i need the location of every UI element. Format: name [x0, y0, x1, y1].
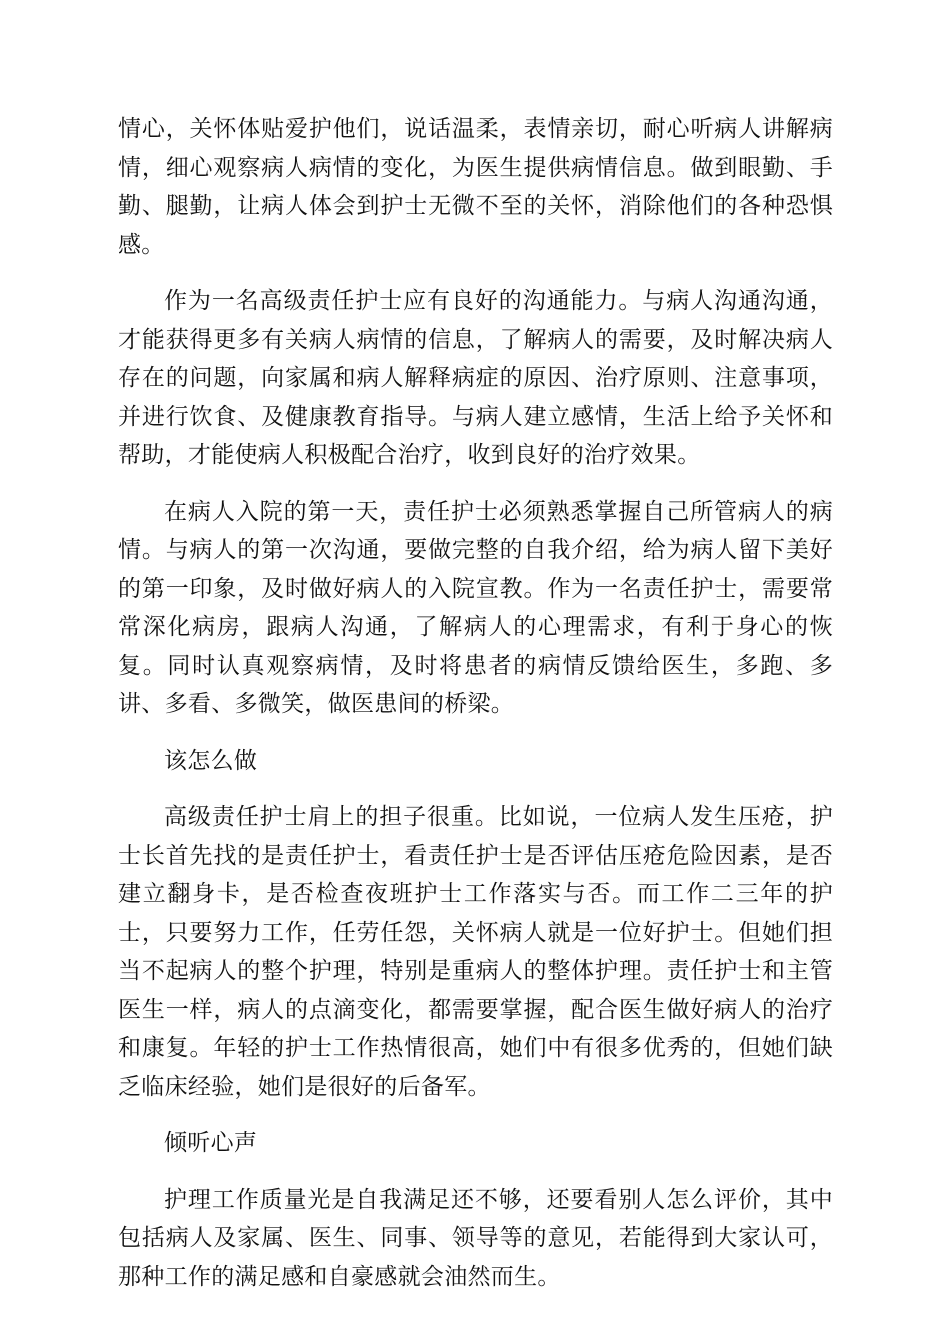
paragraph-continuation: 情心，关怀体贴爱护他们，说话温柔，表情亲切，耐心听病人讲解病情，细心观察病人病情的变化，为医生提供病情信息。做到眼勤、手勤、腿勤，让病人体会到护士无微不至的关怀，消除他们的各种恐惧感。 — [118, 116, 833, 258]
paragraph-communication: 作为一名高级责任护士应有良好的沟通能力。与病人沟通沟通，才能获得更多有关病人病情的信息，了解病人的需要，及时解决病人存在的问题，向家属和病人解释病症的原因、治疗原则、注意事项，并进行饮食、及健康教育指导。与病人建立感情，生活上给予关怀和帮助，才能使病人积极配合治疗，收到良好的治疗效果。 — [118, 288, 833, 468]
section-heading-how-to: 该怎么做 — [164, 747, 258, 774]
section-heading-listen: 倾听心声 — [164, 1130, 258, 1156]
paragraph-evaluation: 护理工作质量光是自我满足还不够，还要看别人怎么评价，其中包括病人及家属、医生、同事、领导等的意见，若能得到大家认可，那种工作的满足感和自豪感就会油然而生。 — [118, 1186, 833, 1290]
document-page — [118, 110, 833, 1314]
paragraph-first-day: 在病人入院的第一天，责任护士必须熟悉掌握自己所管病人的病情。与病人的第一次沟通，要做完整的自我介绍，给为病人留下美好的第一印象，及时做好病人的入院宣教。作为一名责任护士，需要常常深化病房，跟病人沟通，了解病人的心理需求，有利于身心的恢复。同时认真观察病情，及时将患者的病情反馈给医生，多跑、多讲、多看、多微笑，做医患间的桥梁。 — [118, 498, 833, 717]
paragraph-responsibility: 高级责任护士肩上的担子很重。比如说，一位病人发生压疮，护士长首先找的是责任护士，看责任护士是否评估压疮危险因素，是否建立翻身卡，是否检查夜班护士工作落实与否。而工作二三年的护士，只要努力工作，任劳任怨，关怀病人就是一位好护士。但她们担当不起病人的整个护理，特别是重病人的整体护理。责任护士和主管医生一样，病人的点滴变化，都需要掌握，配合医生做好病人的治疗和康复。年轻的护士工作热情很高，她们中有很多优秀的，但她们缺乏临床经验，她们是很好的后备军。 — [118, 804, 833, 1100]
